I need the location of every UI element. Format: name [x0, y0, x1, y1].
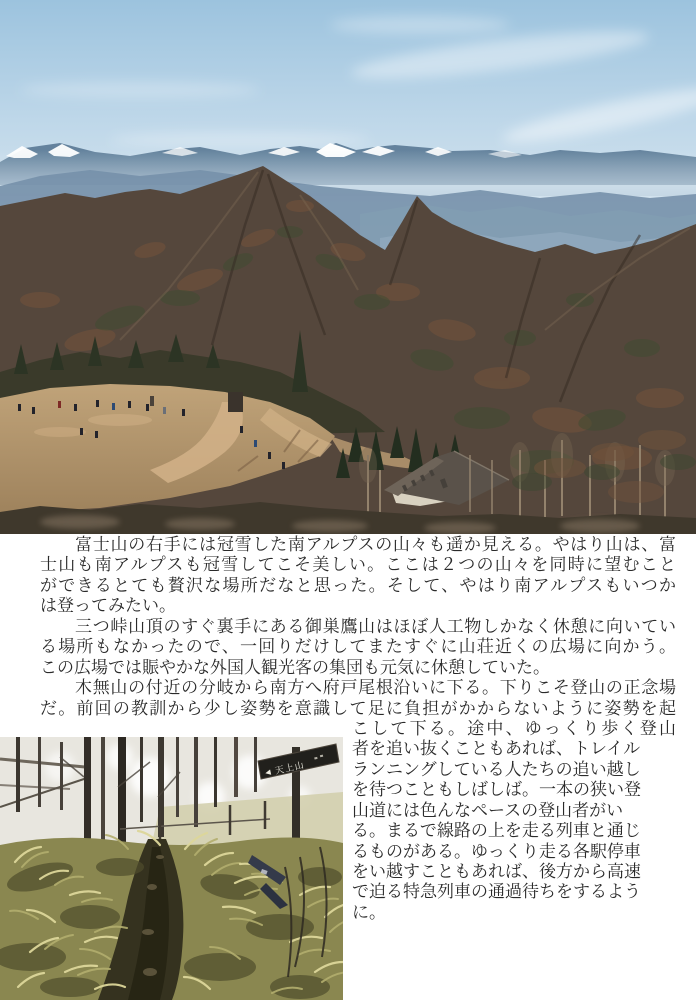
text-line: に。 [352, 902, 386, 922]
trail-art [0, 737, 343, 1000]
sign-label: 天上山 [274, 759, 306, 776]
text-line: るものがある。ゆっくり走る各駅停車 [352, 841, 641, 861]
text-line: をい越すこともあれば、後方から高速 [352, 862, 641, 881]
text-line: 三つ峠山頂のすぐ裏手にある御巣鷹山はほぼ人工物しかなく休憩に向いてい [75, 616, 676, 636]
text-line: る場所もなかったので、一回りだけしてまたすぐに山荘近くの広場に向かう。 [40, 637, 676, 657]
text-line: だ。前回の教訓から少し姿勢を意識して足に負担がかからないように姿勢を起 [40, 698, 676, 718]
text-line: 富士山の右手には冠雪した南アルプスの山々も遥か見える。やはり山は、富 [75, 535, 676, 554]
text-line: は登ってみたい。 [40, 596, 176, 616]
text-line: ができるとても贅沢な場所だなと思った。そして、やはり南アルプスもいつか [40, 575, 676, 595]
sign-arrow-icon: ◀ [264, 768, 272, 777]
text-line: ランニングしている人たちの追い越し [352, 759, 641, 779]
trailhead-signboard [228, 392, 243, 412]
text-line: この広場では賑やかな外国人観光客の集団も元気に休憩していた。 [40, 657, 550, 677]
text-line: 木無山の付近の分岐から南方へ府戸尾根沿いに下る。下りこそ登山の正念場 [75, 678, 676, 698]
text-line: を待つこともしばしば。一本の狭い登 [352, 780, 641, 800]
text-line: で迫る特急列車の通過待ちをするよう [352, 882, 641, 902]
text-line: こして下る。途中、ゆっくり歩く登山 [352, 718, 676, 738]
text-line: 者を追い抜くこともあれば、トレイル [352, 739, 641, 759]
text-line: る。まるで線路の上を走る列車と通じ [352, 821, 641, 841]
text-line: 山道には色んなペースの登山者がい [352, 800, 624, 820]
small-post [150, 396, 154, 406]
trail-photo [0, 737, 343, 1000]
text-line: 士山も南アルプスも冠雪してこそ美しい。ここは２つの山々を同時に望むこと [40, 555, 676, 575]
